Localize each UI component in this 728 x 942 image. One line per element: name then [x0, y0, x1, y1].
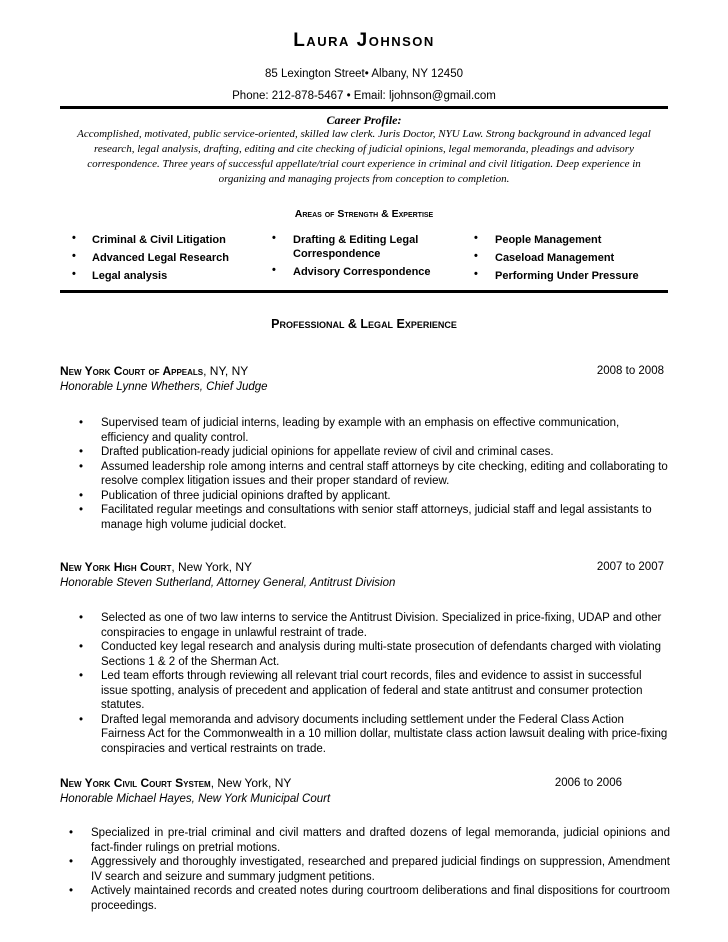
list-item: • Actively maintained records and created notes during courtroom deliberations and final dispositions for courtroom proceedings. — [69, 885, 670, 912]
list-item: • Specialized in pre-trial criminal and civil matters and drafted dozens of legal memoranda, judicial opinions and fact-finder rulings on pretrial motions. — [69, 827, 670, 854]
bullet-icon: • — [79, 504, 84, 516]
list-item: • Led team efforts through reviewing all relevant trial court records, files and evidence to assist in successful issue spotting, analysis of precedent and application of federal and state antitrust and consumer protection statutes. — [79, 670, 643, 711]
bullet-icon: • — [79, 612, 84, 624]
skill-item: Performing Under Pressure — [495, 270, 639, 282]
job-heading — [60, 560, 252, 574]
skills-column-2 — [272, 232, 467, 282]
bullet-icon: • — [69, 827, 74, 839]
skill-item: Legal analysis — [92, 270, 168, 282]
list-item: • Aggressively and thoroughly investigated, researched and prepared judicial findings on suppression, Amendment IV search and seizure and summary judgment petitions. — [69, 856, 670, 883]
bullet-icon: • — [72, 250, 76, 262]
list-item: • Drafted legal memoranda and advisory documents including settlement under the Federal Class Action Fairness Act for the Commonwealth in a 10 million dollar, multistate class action lawsuit dealing with price-fixing conspiracies and vertical restraints on trade. — [79, 713, 668, 755]
job-dates: 2007 to 2007 — [596, 561, 664, 573]
job-bullet-list — [60, 826, 670, 913]
job-bullet-list — [60, 611, 670, 756]
skill-item: Caseload Management — [495, 252, 615, 264]
job-bullet-list — [60, 416, 670, 532]
bullet-icon: • — [79, 460, 84, 473]
bullet-icon: • — [272, 232, 276, 244]
job-dates: 2006 to 2006 — [554, 777, 622, 789]
job-location: , New York, NY — [171, 560, 253, 574]
job-heading — [60, 364, 248, 378]
bullet-icon: • — [474, 250, 478, 262]
bullet-icon: • — [69, 885, 74, 897]
bullet-icon: • — [474, 268, 478, 280]
list-item: • Drafted publication-ready judicial opinions for appellate review of civil and criminal cases. — [79, 446, 554, 458]
job-location: , NY, NY — [203, 364, 249, 378]
bullet-icon: • — [72, 232, 76, 244]
job-subtitle: Honorable Steven Sutherland, Attorney General, Antitrust Division — [60, 577, 396, 589]
skill-item: People Management — [495, 234, 602, 246]
bullet-icon: • — [69, 856, 74, 868]
company-name: New York Civil Court System — [60, 776, 211, 790]
bullet-icon: • — [79, 713, 84, 726]
profile-title: Career Profile: — [326, 113, 402, 127]
list-item: • Publication of three judicial opinions drafted by applicant. — [79, 489, 391, 502]
bullet-icon: • — [79, 417, 84, 429]
experience-title: Professional & Legal Experience — [271, 317, 457, 331]
bullet-icon: • — [79, 670, 84, 682]
job-subtitle: Honorable Michael Hayes, New York Municipal Court — [60, 793, 331, 805]
list-item: • Conducted key legal research and analysis during multi-state prosecution of defendants charged with violating Sections 1 & 2 of the Sherman Act. — [79, 641, 661, 668]
skills-column-3 — [474, 232, 674, 286]
job-location: , New York, NY — [210, 776, 292, 790]
list-item: • Facilitated regular meetings and consultations with senior staff attorneys, judicial staff and legal assistants to manage high volume judicial docket. — [79, 504, 652, 531]
job-heading — [60, 776, 291, 790]
skill-item: Criminal & Civil Litigation — [92, 234, 226, 246]
bullet-icon: • — [79, 489, 84, 502]
bullet-icon: • — [272, 264, 276, 276]
profile-text: Accomplished, motivated, public service-oriented, skilled law clerk. Juris Doctor, NYU Law. Strong background in advanced legal research, legal analysis, drafting, editing and cite checking of judicial opinions, legal memoranda, pleadings and advisory correspondence. Three years of successful appellate/trial court experience in criminal and civil litigation. Deep experience in organizing and managing projects from conception to completion. — [77, 128, 651, 185]
company-name: New York Court of Appeals — [60, 364, 204, 378]
address: 85 Lexington Street• Albany, NY 12450 — [265, 68, 463, 80]
bullet-icon: • — [79, 641, 84, 653]
divider — [60, 290, 668, 293]
bullet-icon: • — [474, 232, 478, 244]
bullet-icon: • — [72, 268, 76, 280]
list-item: • Assumed leadership role among interns and central staff attorneys by cite checking, editing and collaborating to resolve complex litigation issues and their proper standard of review. — [79, 460, 668, 487]
company-name: New York High Court — [60, 560, 172, 574]
job-subtitle: Honorable Lynne Whethers, Chief Judge — [60, 381, 268, 393]
skill-item: Advanced Legal Research — [92, 252, 229, 264]
job-dates: 2008 to 2008 — [596, 365, 664, 377]
contact-line: Phone: 212-878-5467 • Email: ljohnson@gmail.com — [232, 90, 496, 102]
resume-name: Laura Johnson — [293, 30, 435, 51]
skill-item: Advisory Correspondence — [293, 266, 431, 278]
skill-item: Drafting & Editing Legal Correspondence — [293, 234, 419, 260]
bullet-icon: • — [79, 446, 84, 458]
areas-title: Areas of Strength & Expertise — [294, 208, 434, 220]
skills-column-1 — [72, 232, 262, 286]
list-item: • Supervised team of judicial interns, leading by example with an emphasis on effective communication, efficiency and quality control. — [79, 417, 620, 444]
divider — [60, 106, 668, 109]
list-item: • Selected as one of two law interns to service the Antitrust Division. Specialized in price-fixing, UDAP and other conspiracies to engage in unlawful restraint of trade. — [79, 612, 662, 639]
